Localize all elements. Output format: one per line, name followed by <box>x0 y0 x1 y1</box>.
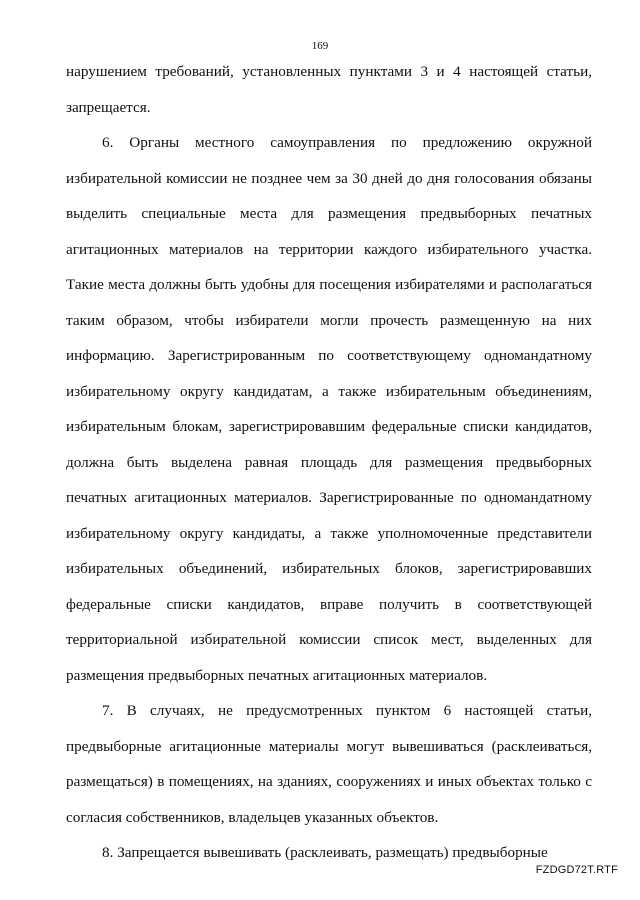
page-number: 169 <box>311 40 329 52</box>
paragraph-item-6: 6. Органы местного самоуправления по предложению окружной избирательной комиссии не позднее чем за 30 дней до дня голосования обязаны выделить специальные места для размещения предвыборных печатных агитационных материалов на территории каждого избирательного участка. Такие места должны быть удобны для посещения избирателями и располагаться таким образом, чтобы избиратели могли прочесть размещенную на них информацию. Зарегистрированным по соответствующему одномандатному избирательному округу кандидатам, а также избирательным объединениям, избирательным блокам, зарегистрировавшим федеральные списки кандидатов, должна быть выделена равная площадь для размещения предвыборных печатных агитационных материалов. Зарегистрированные по одномандатному избирательному округу кандидаты, а также уполномоченные представители избирательных объединений, избирательных блоков, зарегистрировавших федеральные списки кандидатов, вправе получить в соответствующей территориальной избирательной комиссии список мест, выделенных для размещения предвыборных печатных агитационных материалов. <box>66 134 592 684</box>
footer-filename: FZDGD72T.RTF <box>535 864 618 876</box>
document-body <box>66 54 592 871</box>
paragraph-item-7: 7. В случаях, не предусмотренных пунктом 6 настоящей статьи, предвыборные агитационные материалы могут вывешиваться (расклеиваться, размещаться) в помещениях, на зданиях, сооружениях и иных объектах только с согласия собственников, владельцев указанных объектов. <box>66 702 592 826</box>
paragraph-item-8: 8. Запрещается вывешивать (расклеивать, размещать) предвыборные <box>102 844 548 861</box>
paragraph-continuation: нарушением требований, установленных пунктами 3 и 4 настоящей статьи, запрещается. <box>66 63 592 116</box>
